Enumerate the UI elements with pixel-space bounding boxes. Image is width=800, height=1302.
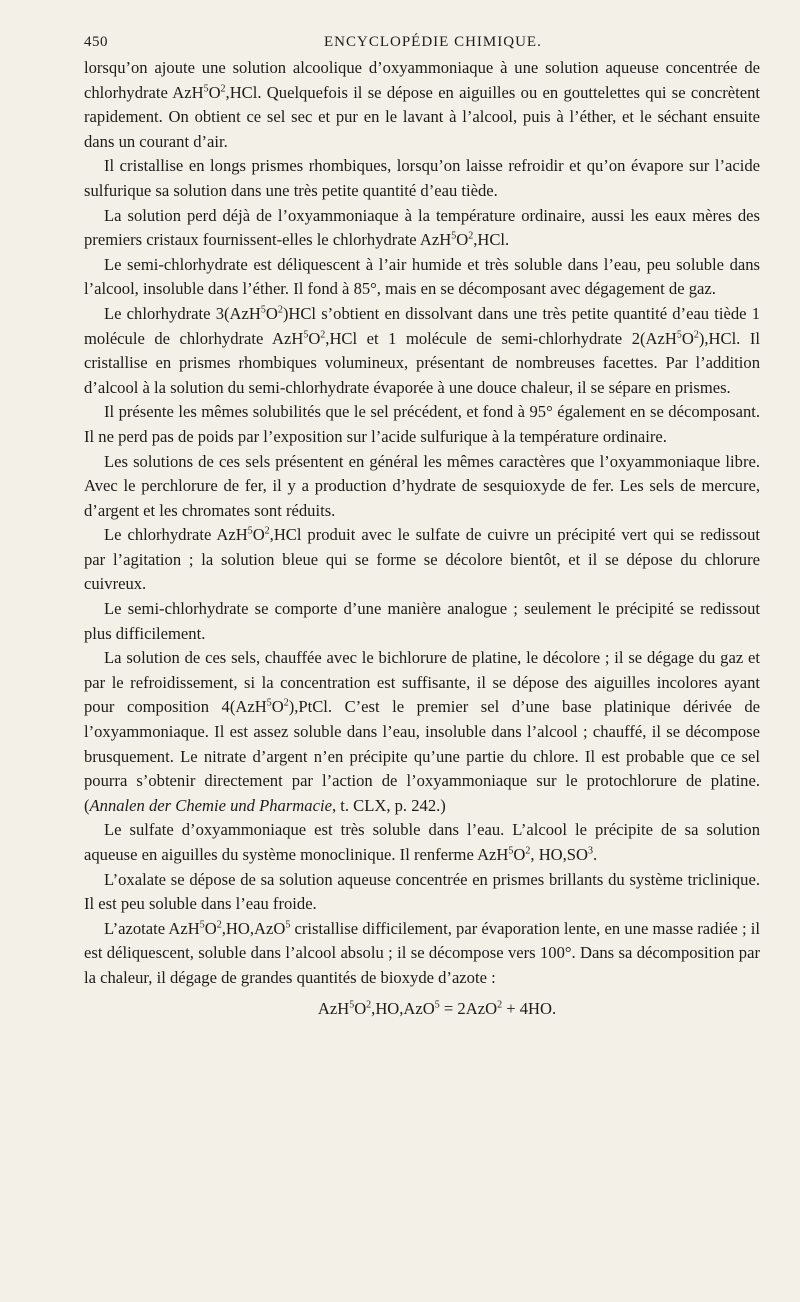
- paragraph: Le chlorhydrate $AzH^5O^2,HCl$ produit avec le sulfate de cuivre un précipité vert qui se redissout par l’agitation ; la solution bleue qui se forme se décolore bientôt, et il se dépose du chlorure cuivreux.: [84, 525, 760, 594]
- paragraph: lorsqu’on ajoute une solution alcoolique d’oxyammoniaque à une solution aqueuse concentrée de chlorhydrate $AzH^5O^2,HCl$. Quelquefois il se dépose en aiguilles ou en gouttelettes qui se concrètent rapidement. On obtient ce sel sec et pur en le lavant à l’alcool, puis à l’éther, et le séchant ensuite dans un courant d’air.: [84, 58, 760, 151]
- paragraph: L’oxalate se dépose de sa solution aqueuse concentrée en prismes brillants du système triclinique. Il est peu soluble dans l’eau froide.: [84, 869, 760, 914]
- paragraph: Il cristallise en longs prismes rhombiques, lorsqu’on laisse refroidir et qu’on évapore sur l’acide sulfurique sa solution dans une très petite quantité d’eau tiède.: [84, 156, 760, 200]
- paragraph: L’azotate $AzH^5O^2,HO,AzO^5$ cristallise difficilement, par évaporation lente, en une masse radiée ; il est déliquescent, soluble dans l’alcool absolu ; il se décompose vers 100°. Dans sa décomposition par la chaleur, il dégage de grandes quantités de bioxyde d’azote :: [84, 918, 760, 987]
- running-title: ENCYCLOPÉDIE CHIMIQUE.: [324, 34, 542, 50]
- paragraph: Il présente les mêmes solubilités que le sel précédent, et fond à 95° également en se décomposant. Il ne perd pas de poids par l’exposition sur l’acide sulfurique à la température ordinaire.: [84, 402, 760, 446]
- document-body: [84, 56, 760, 1021]
- paragraph: Le sulfate d’oxyammoniaque est très soluble dans l’eau. L’alcool le précipite de sa solution aqueuse en aiguilles du système monoclinique. Il renferme $AzH^5O^2$, $HO,SO^3$.: [84, 820, 760, 864]
- paragraph: Le semi-chlorhydrate est déliquescent à l’air humide et très soluble dans l’eau, peu soluble dans l’alcool, insoluble dans l’éther. Il fond à 85°, mais en se décomposant avec dégagement de gaz.: [84, 254, 760, 299]
- paragraph: La solution de ces sels, chauffée avec le bichlorure de platine, le décolore ; il se dégage du gaz et par le refroidissement, si la concentration est suffisante, il se dépose des aiguilles incolores ayant pour composition $4(AzH^5O^2),PtCl$. C’est le premier sel d’une base platinique dérivée de l’oxyammoniaque. Il est assez soluble dans l’eau, insoluble dans l’alcool ; chauffé, il se décompose brusquement. Le nitrate d’argent n’en précipite qu’une partie du chlore. Il est probable que ce sel pourra s’obtenir directement par l’action de l’oxyammoniaque sur le protochlorure de platine. (Annalen der Chemie und Pharmacie, t. CLX, p. 242.): [84, 648, 760, 815]
- paragraph: La solution perd déjà de l’oxyammoniaque à la température ordinaire, aussi les eaux mères des premiers cristaux fournissent-elles le chlorhydrate $AzH^5O^2,HCl$.: [84, 205, 760, 250]
- chemical-equation: $AzH^5O^2,HO,AzO^5 = 2AzO^2 + 4HO$.: [317, 998, 557, 1018]
- page-header: [84, 30, 760, 56]
- paragraph: Les solutions de ces sels présentent en général les mêmes caractères que l’oxyammoniaque libre. Avec le perchlorure de fer, il y a production d’hydrate de sesquioxyde de fer. Les sels de mercure, d’argent et les chromates sont réduits.: [84, 451, 760, 520]
- paragraph: Le chlorhydrate $3(AzH^5O^2)HCl$ s’obtient en dissolvant dans une très petite quantité d’eau tiède 1 molécule de chlorhydrate $AzH^5O^2,HCl$ et 1 molécule de semi-chlorhydrate $2(AzH^5O^2),HCl$. Il cristallise en prismes rhombiques volumineux, présentant de nombreuses facettes. Par l’addition d’alcool à la solution du semi-chlorhydrate évaporée à une douce chaleur, il se sépare en prismes.: [84, 303, 760, 397]
- page-number: 450: [84, 34, 108, 50]
- paragraph: Le semi-chlorhydrate se comporte d’une manière analogue ; seulement le précipité se redissout plus difficilement.: [84, 599, 760, 643]
